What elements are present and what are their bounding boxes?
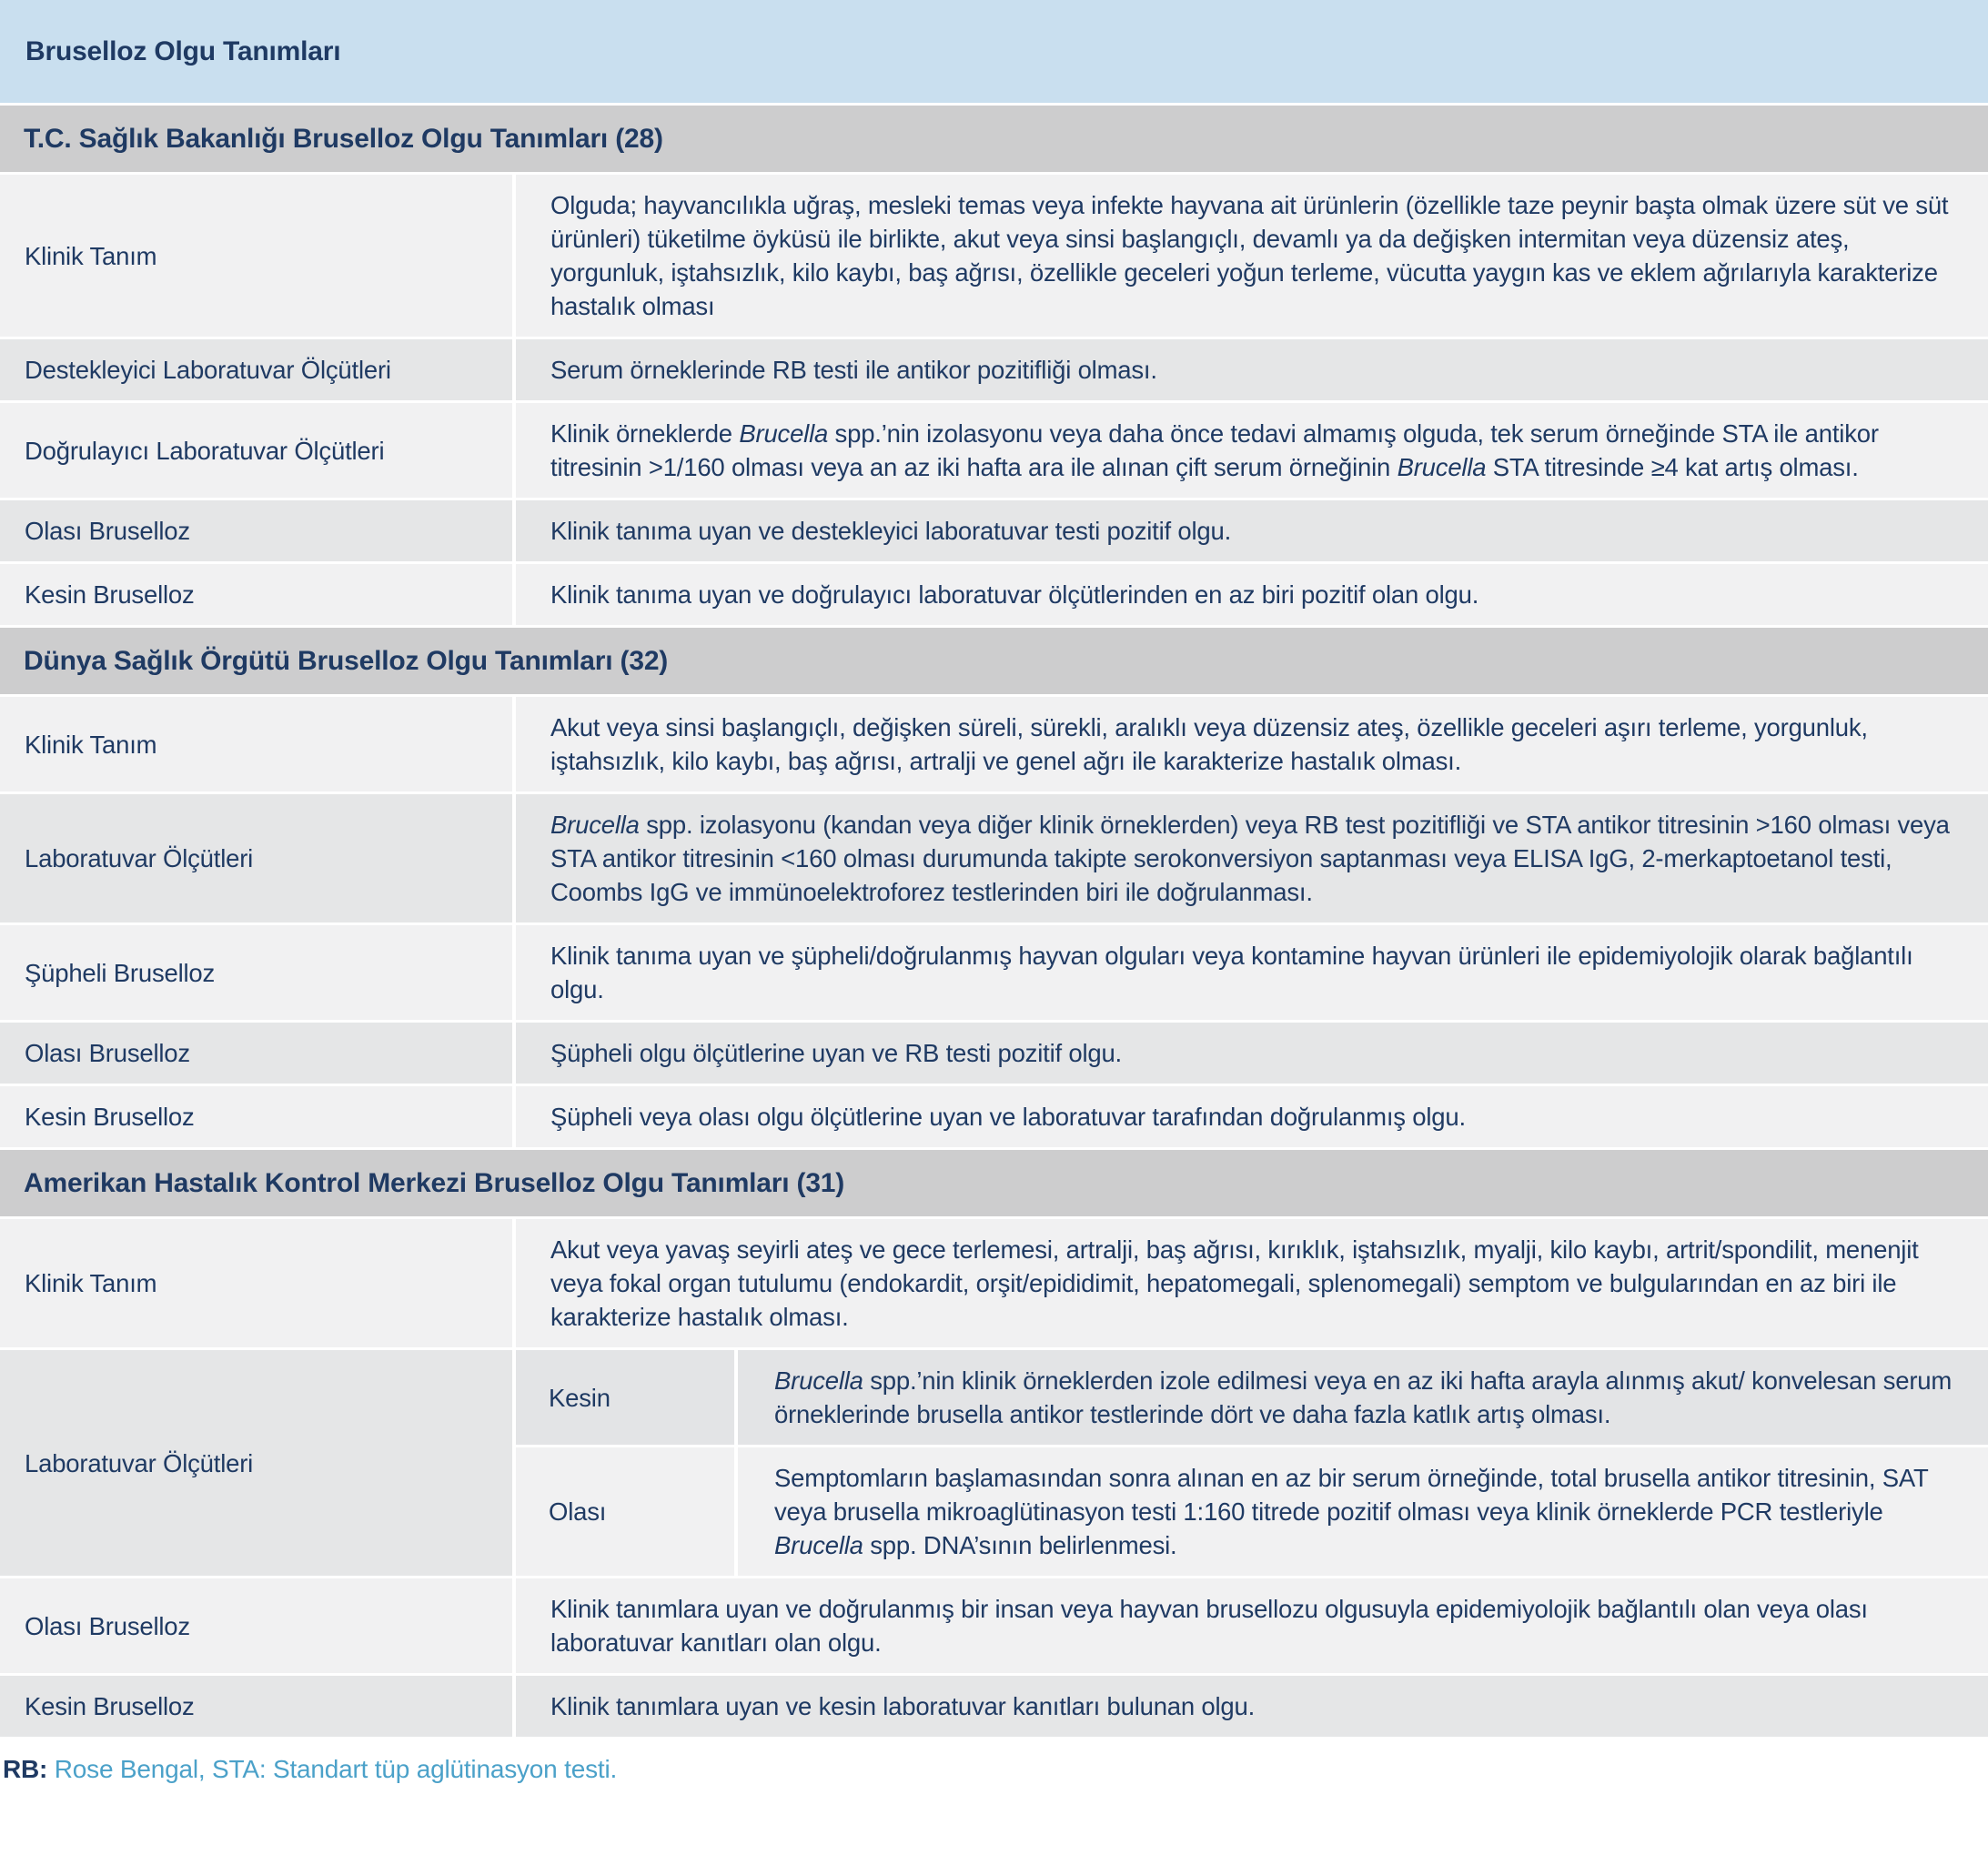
row-content: Klinik tanımlara uyan ve doğrulanmış bir insan veya hayvan brusellozu olgusuyla epidemiyolojik bağlantılı olan veya olası laboratuvar kanıtları olan olgu. <box>516 1578 1988 1673</box>
sub-row-label: Olası <box>516 1447 734 1576</box>
nested-subrows <box>516 1350 1988 1576</box>
row-label: Kesin Bruselloz <box>0 1086 512 1147</box>
row-content: Brucella spp. izolasyonu (kandan veya diğer klinik örneklerden) veya RB test pozitifliği ve STA antikor titresinin >160 olması veya STA antikor titresinin <160 olması durumunda takipte serokonversiyon saptanması veya ELISA IgG, 2-merkaptoetanol testi, Coombs IgG ve immünoelektroforez testlerinden biri ile doğrulanması. <box>516 794 1988 922</box>
row-label: Kesin Bruselloz <box>0 1676 512 1737</box>
row-content: Klinik tanıma uyan ve doğrulayıcı laboratuvar ölçütlerinden en az biri pozitif olan olgu. <box>516 564 1988 625</box>
table-row <box>0 794 1988 922</box>
row-label: Olası Bruselloz <box>0 500 512 561</box>
section-header-tc-saglik-bakanligi: T.C. Sağlık Bakanlığı Bruselloz Olgu Tanımları (28) <box>0 106 1988 172</box>
row-label: Klinik Tanım <box>0 1219 512 1347</box>
table-row <box>0 564 1988 625</box>
row-label: Laboratuvar Ölçütleri <box>0 794 512 922</box>
row-content: Klinik tanımlara uyan ve kesin laboratuvar kanıtları bulunan olgu. <box>516 1676 1988 1737</box>
row-content: Akut veya sinsi başlangıçlı, değişken süreli, sürekli, aralıklı veya düzensiz ateş, özellikle geceleri aşırı terleme, yorgunluk, iştahsızlık, kilo kaybı, baş ağrısı, artralji ve genel ağrı ile karakterize hastalık olması. <box>516 697 1988 791</box>
table-row <box>0 175 1988 337</box>
table-row <box>0 697 1988 791</box>
row-label: Klinik Tanım <box>0 175 512 337</box>
sub-row-content: Brucella spp.’nin klinik örneklerden izole edilmesi veya en az iki hafta arayla alınmış akut/ konvelesan serum örneklerinde brusella antikor testlerinde dört ve daha fazla katlık artış olması. <box>738 1350 1988 1445</box>
row-content: Olguda; hayvancılıkla uğraş, mesleki temas veya infekte hayvana ait ürünlerin (özellikle taze peynir başta olmak üzere süt ve süt ürünleri) tüketilme öyküsü ile birlikte, akut veya sinsi başlangıçlı, devamlı ya da değişken intermitan veya düzensiz ateş, yorgunluk, iştahsızlık, kilo kaybı, baş ağrısı, özellikle geceleri yoğun terleme, vücutta yaygın kas ve eklem ağrılarıyla karakterize hastalık olması <box>516 175 1988 337</box>
table-row <box>0 403 1988 498</box>
row-label: Olası Bruselloz <box>0 1578 512 1673</box>
row-content: Klinik tanıma uyan ve destekleyici laboratuvar testi pozitif olgu. <box>516 500 1988 561</box>
footnote-abbr: RB: <box>3 1755 48 1783</box>
footnote-text: Rose Bengal, STA: Standart tüp aglütinasyon testi. <box>47 1755 618 1783</box>
table-row <box>0 500 1988 561</box>
row-content: Şüpheli veya olası olgu ölçütlerine uyan ve laboratuvar tarafından doğrulanmış olgu. <box>516 1086 1988 1147</box>
row-content: Klinik örneklerde Brucella spp.’nin izolasyonu veya daha önce tedavi almamış olguda, tek serum örneğinde STA ile antikor titresinin >1/160 olması veya an az iki hafta ara ile alınan çift serum örneğinin Brucella STA titresinde ≥4 kat artış olması. <box>516 403 1988 498</box>
table-row-nested <box>0 1350 1988 1576</box>
sub-row <box>516 1447 1988 1576</box>
table-row <box>0 1086 1988 1147</box>
row-content: Şüpheli olgu ölçütlerine uyan ve RB testi pozitif olgu. <box>516 1023 1988 1084</box>
row-label: Klinik Tanım <box>0 697 512 791</box>
row-label: Laboratuvar Ölçütleri <box>0 1350 512 1576</box>
section-header-amerikan-hastalik-kontrol-merkezi: Amerikan Hastalık Kontrol Merkezi Bruselloz Olgu Tanımları (31) <box>0 1150 1988 1216</box>
table-row <box>0 1023 1988 1084</box>
sub-row-content: Semptomların başlamasından sonra alınan en az bir serum örneğinde, total brusella antikor titresinin, SAT veya brusella mikroaglütinasyon testi 1:160 titrede pozitif olması veya klinik örneklerde PCR testleriyle Brucella spp. DNA’sının belirlenmesi. <box>738 1447 1988 1576</box>
table-row <box>0 1578 1988 1673</box>
table-row <box>0 339 1988 400</box>
table-row <box>0 925 1988 1020</box>
footnote <box>0 1753 1988 1786</box>
sub-row-label: Kesin <box>516 1350 734 1445</box>
row-label: Olası Bruselloz <box>0 1023 512 1084</box>
row-label: Destekleyici Laboratuvar Ölçütleri <box>0 339 512 400</box>
row-content: Akut veya yavaş seyirli ateş ve gece terlemesi, artralji, baş ağrısı, kırıklık, iştahsızlık, myalji, kilo kaybı, artrit/spondilit, menenjit veya fokal organ tutulumu (endokardit, orşit/epididimit, hepatomegali, splenomegali) semptom ve bulgularından en az biri ile karakterize hastalık olması. <box>516 1219 1988 1347</box>
table-row <box>0 1219 1988 1347</box>
row-label: Kesin Bruselloz <box>0 564 512 625</box>
sub-row <box>516 1350 1988 1445</box>
row-label: Doğrulayıcı Laboratuvar Ölçütleri <box>0 403 512 498</box>
row-label: Şüpheli Bruselloz <box>0 925 512 1020</box>
table-title-bar <box>0 0 1988 103</box>
row-content: Serum örneklerinde RB testi ile antikor pozitifliği olması. <box>516 339 1988 400</box>
section-header-dunya-saglik-orgutu: Dünya Sağlık Örgütü Bruselloz Olgu Tanımları (32) <box>0 628 1988 694</box>
page-title: Bruselloz Olgu Tanımları <box>25 35 341 66</box>
table-row <box>0 1676 1988 1737</box>
row-content: Klinik tanıma uyan ve şüpheli/doğrulanmış hayvan olguları veya kontamine hayvan ürünleri ile epidemiyolojik olarak bağlantılı olgu. <box>516 925 1988 1020</box>
